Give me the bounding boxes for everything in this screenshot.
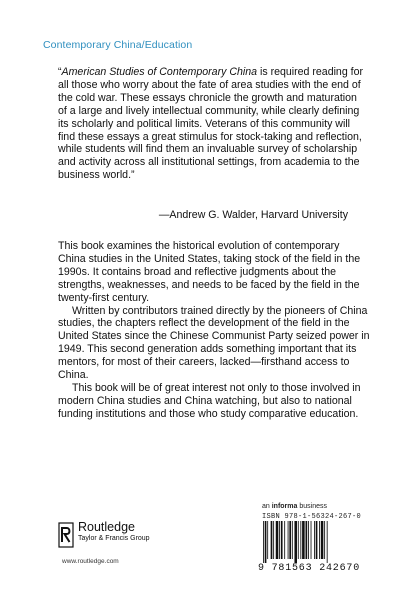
- informa-word: informa: [271, 503, 298, 510]
- barcode-bar: [308, 521, 309, 559]
- barcode-bar: [302, 521, 305, 559]
- barcode-bar: [292, 521, 293, 559]
- barcode-bar: [306, 521, 308, 559]
- routledge-r-logo-icon: [58, 522, 74, 548]
- informa-business-line: [262, 503, 327, 510]
- endorsement-quote: [58, 66, 366, 182]
- barcode-bar: [273, 521, 274, 559]
- publisher-name: Routledge: [78, 520, 135, 534]
- barcode-bar: [276, 521, 279, 559]
- barcode-bar: [298, 521, 299, 559]
- barcode-bar: [321, 521, 324, 559]
- informa-prefix: an: [262, 503, 272, 510]
- barcode-bar: [284, 521, 285, 559]
- barcode-bar: [324, 521, 325, 559]
- barcode-bar: [263, 521, 264, 563]
- description: [58, 240, 370, 421]
- description-paragraph-1: This book examines the historical evolution of contemporary China studies in the United States, taking stock of the field in the 1990s. It contains broad and reflective judgments about the strengths, weaknesses, and needs to be faced by the field in the twenty-first century.: [58, 240, 361, 304]
- barcode: [262, 521, 352, 563]
- barcode-bar: [314, 521, 315, 559]
- barcode-bar: [319, 521, 320, 559]
- barcode-bar: [300, 521, 301, 559]
- barcode-bar: [327, 521, 328, 563]
- barcode-bar: [288, 521, 289, 559]
- barcode-bar: [279, 521, 280, 559]
- barcode-bar: [316, 521, 318, 559]
- barcode-bar: [281, 521, 283, 559]
- description-paragraph-2: Written by contributors trained directly by the pioneers of China studies, the chapters reflect the development of the field in the United States since the Chinese Communist Party seized power in 1949. This second generation adds something important that its mentors, for most of their careers, lacked—firsthand access to China.: [58, 304, 370, 382]
- barcode-bar: [289, 521, 291, 559]
- quote-text: is required reading for all those who worry about the fate of area studies with the end of the cold war. These essays chronicle the growth and maturation of a large and lively intellectual community, while clearly defining its scholarly and political limits. Veterans of this community will find these essays a great stimulus for stock-taking and reflection, while students will find them an invaluable survey of scholarship and activity across all institutional settings, from academia to the business world.”: [58, 66, 364, 182]
- quote-book-title: American Studies of Contemporary China: [61, 66, 258, 78]
- isbn-number: ISBN 978-1-56324-267-0: [262, 513, 362, 521]
- publisher-website: www.routledge.com: [62, 558, 119, 565]
- barcode-bar: [271, 521, 273, 559]
- description-paragraph-3: This book will be of great interest not only to those involved in modern China studies and China watching, but also to national funding institutions and those who study comparative education.: [58, 381, 361, 420]
- barcode-bar: [294, 521, 297, 563]
- quote-attribution: —Andrew G. Walder, Harvard University: [158, 209, 348, 221]
- barcode-bar: [265, 521, 267, 563]
- quote-open-mark: “: [58, 66, 62, 78]
- publisher-group: Taylor & Francis Group: [78, 535, 150, 542]
- subject-category: Contemporary China/Education: [43, 39, 193, 51]
- barcode-bar: [311, 521, 312, 559]
- barcode-digits: 9 781563 242670: [258, 563, 361, 574]
- informa-suffix: business: [297, 503, 327, 510]
- barcode-bar: [267, 521, 268, 559]
